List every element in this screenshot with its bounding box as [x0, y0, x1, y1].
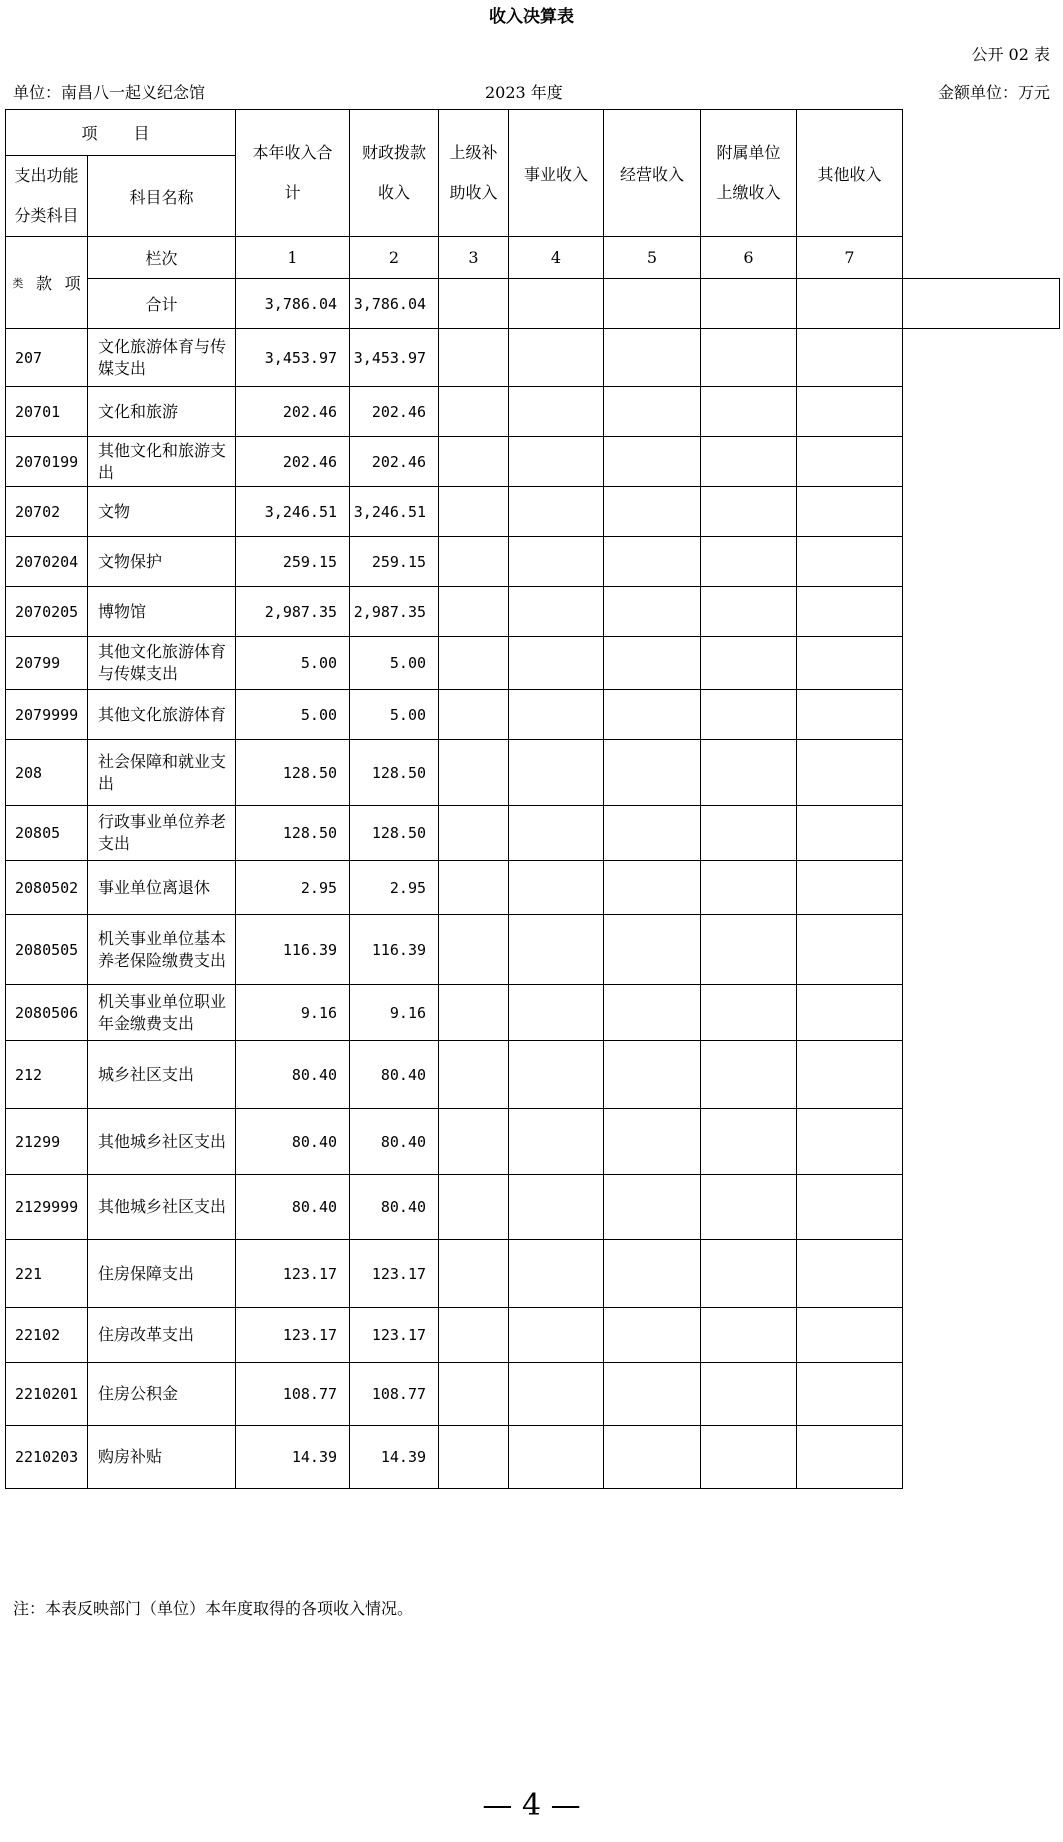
table-row [6, 985, 1060, 1041]
row-other-income [797, 1175, 903, 1240]
row-code: 20805 [6, 806, 88, 861]
column-number-label: 栏次 [88, 237, 236, 279]
row-code: 20799 [6, 637, 88, 690]
row-affiliated-income [701, 1308, 797, 1363]
row-code: 2070204 [6, 537, 88, 587]
row-subject-name: 博物馆 [88, 587, 236, 637]
row-other-income [797, 437, 903, 487]
row-fiscal-income: 3,246.51 [350, 487, 439, 537]
row-business-income [509, 1426, 604, 1489]
row-code: 221 [6, 1240, 88, 1308]
row-code: 2080505 [6, 915, 88, 985]
row-code: 208 [6, 740, 88, 806]
row-total-income: 123.17 [236, 1240, 350, 1308]
row-superior-income [439, 690, 509, 740]
row-total-income: 80.40 [236, 1041, 350, 1109]
table-row [6, 1363, 1060, 1426]
row-operating-income [604, 985, 701, 1041]
fiscal-year: 2023 年度 [485, 83, 563, 102]
row-business-income [509, 387, 604, 437]
header-lei-kuan-xiang [6, 237, 88, 329]
row-affiliated-income [701, 487, 797, 537]
row-business-income [509, 587, 604, 637]
row-other-income [797, 637, 903, 690]
table-row [6, 861, 1060, 915]
row-code: 20702 [6, 487, 88, 537]
row-total-income: 128.50 [236, 806, 350, 861]
row-affiliated-income [701, 587, 797, 637]
row-affiliated-income [701, 1109, 797, 1175]
row-total-income: 3,246.51 [236, 487, 350, 537]
row-subject-name: 机关事业单位基本养老保险缴费支出 [88, 915, 236, 985]
row-other-income [797, 487, 903, 537]
row-superior-income [439, 587, 509, 637]
header-func-class: 支出功能分类科目 [6, 156, 88, 237]
table-row [6, 437, 1060, 487]
row-business-income [509, 985, 604, 1041]
table-row [6, 387, 1060, 437]
col-number: 3 [439, 237, 509, 279]
row-total-income: 5.00 [236, 637, 350, 690]
income-final-accounts-table [5, 109, 1060, 1489]
table-row [6, 537, 1060, 587]
row-code: 2070199 [6, 437, 88, 487]
row-subject-name: 文化和旅游 [88, 387, 236, 437]
col-number: 2 [350, 237, 439, 279]
row-affiliated-income [701, 1175, 797, 1240]
row-superior-income [439, 437, 509, 487]
total-fiscal: 3,786.04 [350, 279, 439, 329]
row-operating-income [604, 1041, 701, 1109]
amount-unit: 金额单位：万元 [937, 83, 1050, 102]
row-total-income: 123.17 [236, 1308, 350, 1363]
row-fiscal-income: 202.46 [350, 387, 439, 437]
row-other-income [797, 1363, 903, 1426]
row-other-income [797, 740, 903, 806]
row-other-income [797, 1109, 903, 1175]
header-business: 事业收入 [509, 110, 604, 237]
reporting-unit: 单位：南昌八一起义纪念馆 [13, 83, 206, 102]
row-other-income [797, 1041, 903, 1109]
row-fiscal-income: 2.95 [350, 861, 439, 915]
col-number: 1 [236, 237, 350, 279]
row-affiliated-income [701, 915, 797, 985]
row-total-income: 9.16 [236, 985, 350, 1041]
row-superior-income [439, 637, 509, 690]
row-superior-income [439, 1041, 509, 1109]
total-row [6, 279, 1060, 329]
row-business-income [509, 861, 604, 915]
row-other-income [797, 329, 903, 387]
row-subject-name: 社会保障和就业支出 [88, 740, 236, 806]
row-fiscal-income: 123.17 [350, 1240, 439, 1308]
row-superior-income [439, 806, 509, 861]
row-fiscal-income: 108.77 [350, 1363, 439, 1426]
table-row [6, 1175, 1060, 1240]
row-business-income [509, 1308, 604, 1363]
row-affiliated-income [701, 806, 797, 861]
row-superior-income [439, 1109, 509, 1175]
row-code: 22102 [6, 1308, 88, 1363]
row-code: 2079999 [6, 690, 88, 740]
row-total-income: 5.00 [236, 690, 350, 740]
row-business-income [509, 637, 604, 690]
row-other-income [797, 985, 903, 1041]
row-other-income [797, 1426, 903, 1489]
row-total-income: 2.95 [236, 861, 350, 915]
row-business-income [509, 806, 604, 861]
row-subject-name: 其他文化和旅游支出 [88, 437, 236, 487]
row-superior-income [439, 1175, 509, 1240]
header-other: 其他收入 [797, 110, 903, 237]
row-operating-income [604, 1175, 701, 1240]
table-row [6, 1240, 1060, 1308]
row-other-income [797, 1308, 903, 1363]
row-operating-income [604, 537, 701, 587]
form-number: 公开 02 表 [971, 45, 1050, 64]
table-row [6, 1426, 1060, 1489]
row-affiliated-income [701, 1426, 797, 1489]
row-total-income: 80.40 [236, 1175, 350, 1240]
row-operating-income [604, 329, 701, 387]
row-affiliated-income [701, 537, 797, 587]
row-superior-income [439, 861, 509, 915]
row-code: 2210201 [6, 1363, 88, 1426]
table-row [6, 587, 1060, 637]
page-number: — 4 — [482, 1788, 581, 1823]
table-row [6, 690, 1060, 740]
row-operating-income [604, 915, 701, 985]
table-row [6, 915, 1060, 985]
header-fiscal: 财政拨款收入 [350, 110, 439, 237]
row-business-income [509, 537, 604, 587]
row-affiliated-income [701, 437, 797, 487]
row-superior-income [439, 487, 509, 537]
row-business-income [509, 740, 604, 806]
col-number: 5 [604, 237, 701, 279]
row-business-income [509, 915, 604, 985]
table-row [6, 740, 1060, 806]
header-xiang: 项 [64, 274, 81, 293]
row-operating-income [604, 387, 701, 437]
row-fiscal-income: 80.40 [350, 1175, 439, 1240]
row-code: 2210203 [6, 1426, 88, 1489]
header-affiliated: 附属单位上缴收入 [701, 110, 797, 237]
header-superior: 上级补助收入 [439, 110, 509, 237]
row-business-income [509, 1363, 604, 1426]
table-row [6, 1041, 1060, 1109]
row-other-income [797, 1240, 903, 1308]
row-superior-income [439, 1240, 509, 1308]
table-row [6, 329, 1060, 387]
col-number: 6 [701, 237, 797, 279]
row-other-income [797, 806, 903, 861]
row-superior-income [439, 1426, 509, 1489]
row-superior-income [439, 985, 509, 1041]
row-business-income [509, 437, 604, 487]
row-total-income: 202.46 [236, 387, 350, 437]
page-title: 收入决算表 [489, 7, 574, 27]
row-total-income: 116.39 [236, 915, 350, 985]
row-other-income [797, 861, 903, 915]
total-label: 合计 [88, 279, 236, 329]
row-total-income: 202.46 [236, 437, 350, 487]
row-code: 2080506 [6, 985, 88, 1041]
row-superior-income [439, 387, 509, 437]
row-total-income: 128.50 [236, 740, 350, 806]
row-subject-name: 文物保护 [88, 537, 236, 587]
row-business-income [509, 487, 604, 537]
row-subject-name: 购房补贴 [88, 1426, 236, 1489]
row-other-income [797, 587, 903, 637]
row-fiscal-income: 116.39 [350, 915, 439, 985]
row-affiliated-income [701, 690, 797, 740]
table-row [6, 1308, 1060, 1363]
row-fiscal-income: 2,987.35 [350, 587, 439, 637]
header-total: 本年收入合计 [236, 110, 350, 237]
row-subject-name: 其他文化旅游体育 [88, 690, 236, 740]
row-business-income [509, 1041, 604, 1109]
row-subject-name: 住房改革支出 [88, 1308, 236, 1363]
row-affiliated-income [701, 1240, 797, 1308]
row-subject-name: 文物 [88, 487, 236, 537]
header-subject-name: 科目名称 [88, 156, 236, 237]
total-income: 3,786.04 [236, 279, 350, 329]
row-superior-income [439, 740, 509, 806]
row-total-income: 80.40 [236, 1109, 350, 1175]
row-total-income: 3,453.97 [236, 329, 350, 387]
row-subject-name: 住房公积金 [88, 1363, 236, 1426]
row-code: 20701 [6, 387, 88, 437]
row-operating-income [604, 487, 701, 537]
row-subject-name: 行政事业单位养老支出 [88, 806, 236, 861]
header-item: 项 目 [6, 110, 236, 156]
row-affiliated-income [701, 637, 797, 690]
row-operating-income [604, 1426, 701, 1489]
row-affiliated-income [701, 985, 797, 1041]
row-superior-income [439, 915, 509, 985]
row-business-income [509, 690, 604, 740]
row-fiscal-income: 80.40 [350, 1041, 439, 1109]
row-fiscal-income: 5.00 [350, 637, 439, 690]
row-affiliated-income [701, 1363, 797, 1426]
row-operating-income [604, 690, 701, 740]
row-fiscal-income: 9.16 [350, 985, 439, 1041]
row-business-income [509, 1109, 604, 1175]
row-affiliated-income [701, 329, 797, 387]
row-subject-name: 事业单位离退休 [88, 861, 236, 915]
row-fiscal-income: 14.39 [350, 1426, 439, 1489]
row-fiscal-income: 3,453.97 [350, 329, 439, 387]
row-superior-income [439, 1308, 509, 1363]
row-other-income [797, 915, 903, 985]
row-other-income [797, 387, 903, 437]
row-subject-name: 住房保障支出 [88, 1240, 236, 1308]
row-operating-income [604, 1363, 701, 1426]
row-fiscal-income: 123.17 [350, 1308, 439, 1363]
row-other-income [797, 690, 903, 740]
row-total-income: 108.77 [236, 1363, 350, 1426]
col-number: 7 [797, 237, 903, 279]
row-total-income: 2,987.35 [236, 587, 350, 637]
table-row [6, 637, 1060, 690]
row-affiliated-income [701, 1041, 797, 1109]
row-operating-income [604, 437, 701, 487]
row-subject-name: 其他城乡社区支出 [88, 1109, 236, 1175]
row-code: 21299 [6, 1109, 88, 1175]
header-kuan: 款 [35, 274, 52, 293]
row-affiliated-income [701, 740, 797, 806]
row-operating-income [604, 1240, 701, 1308]
row-total-income: 14.39 [236, 1426, 350, 1489]
table-note: 注：本表反映部门（单位）本年度取得的各项收入情况。 [13, 1599, 414, 1618]
header-operating: 经营收入 [604, 110, 701, 237]
row-business-income [509, 1175, 604, 1240]
row-code: 212 [6, 1041, 88, 1109]
row-affiliated-income [701, 387, 797, 437]
row-superior-income [439, 329, 509, 387]
row-operating-income [604, 740, 701, 806]
row-fiscal-income: 80.40 [350, 1109, 439, 1175]
row-operating-income [604, 1109, 701, 1175]
row-superior-income [439, 1363, 509, 1426]
row-subject-name: 文化旅游体育与传媒支出 [88, 329, 236, 387]
row-operating-income [604, 806, 701, 861]
row-subject-name: 其他文化旅游体育与传媒支出 [88, 637, 236, 690]
row-code: 2129999 [6, 1175, 88, 1240]
row-subject-name: 其他城乡社区支出 [88, 1175, 236, 1240]
row-fiscal-income: 128.50 [350, 740, 439, 806]
table-row [6, 1109, 1060, 1175]
row-total-income: 259.15 [236, 537, 350, 587]
row-business-income [509, 1240, 604, 1308]
row-fiscal-income: 5.00 [350, 690, 439, 740]
row-operating-income [604, 1308, 701, 1363]
row-fiscal-income: 202.46 [350, 437, 439, 487]
col-number: 4 [509, 237, 604, 279]
row-fiscal-income: 259.15 [350, 537, 439, 587]
row-business-income [509, 329, 604, 387]
row-affiliated-income [701, 861, 797, 915]
row-code: 2080502 [6, 861, 88, 915]
table-row [6, 806, 1060, 861]
row-fiscal-income: 128.50 [350, 806, 439, 861]
row-subject-name: 机关事业单位职业年金缴费支出 [88, 985, 236, 1041]
row-operating-income [604, 637, 701, 690]
row-superior-income [439, 537, 509, 587]
row-other-income [797, 537, 903, 587]
row-code: 2070205 [6, 587, 88, 637]
header-lei: 类 [12, 276, 24, 290]
row-operating-income [604, 587, 701, 637]
row-operating-income [604, 861, 701, 915]
table-row [6, 487, 1060, 537]
row-code: 207 [6, 329, 88, 387]
row-subject-name: 城乡社区支出 [88, 1041, 236, 1109]
